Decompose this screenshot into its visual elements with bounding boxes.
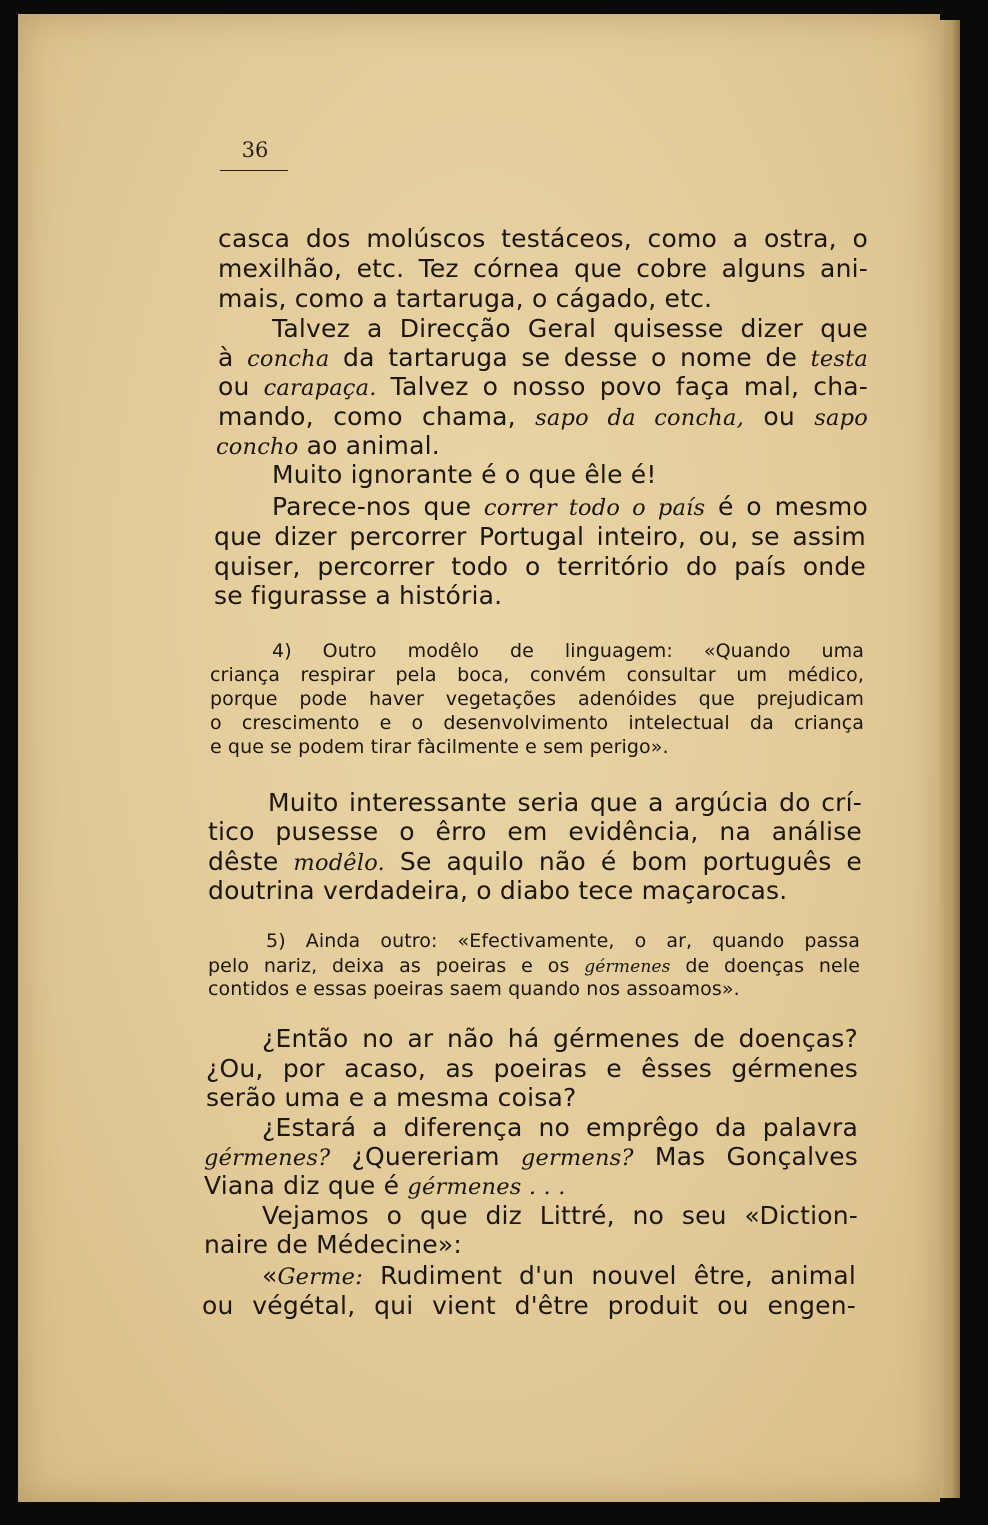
note-line: porque pode haver vegetações adenóides que prejudicam	[210, 688, 864, 710]
text-line: mando, como chama, sapo da concha, ou sapo	[218, 402, 868, 431]
text-line: ¿Ou, por acaso, as poeiras e êsses gérmenes	[206, 1054, 858, 1083]
text-line: serão uma e a mesma coisa?	[206, 1083, 577, 1112]
text-line: ¿Então no ar não há gérmenes de doenças?	[262, 1024, 858, 1053]
page-edge	[940, 20, 960, 1498]
text-line: dêste modêlo. Se aquilo não é bom português e	[208, 847, 862, 876]
page-number-rule	[220, 170, 288, 171]
text-line: tico pusesse o êrro em evidência, na análise	[208, 817, 862, 846]
text-line: ¿Estará a diferença no emprêgo da palavra	[262, 1113, 858, 1142]
text-line: se figurasse a história.	[214, 581, 503, 610]
text-line: casca dos molúscos testáceos, como a ostra, o	[218, 224, 868, 253]
text-line: naire de Médecine»:	[204, 1230, 462, 1259]
text-line: ou végétal, qui vient d'être produit ou engen-	[202, 1291, 856, 1320]
text-line: que dizer percorrer Portugal inteiro, ou, se assim	[214, 522, 866, 551]
text-line: gérmenes? ¿Quereriam germens? Mas Gonçalves	[204, 1142, 859, 1171]
note-line: criança respirar pela boca, convém consultar um médico,	[210, 664, 864, 686]
note-line: contidos e essas poeiras saem quando nos assoamos».	[208, 978, 740, 1000]
note-line: 4) Outro modêlo de linguagem: «Quando uma	[272, 640, 864, 662]
text-line: quiser, percorrer todo o território do país onde	[214, 552, 866, 581]
text-line: Viana diz que é gérmenes . . .	[204, 1171, 566, 1200]
text-line: Vejamos o que diz Littré, no seu «Diction-	[262, 1201, 858, 1230]
text-line: doutrina verdadeira, o diabo tece maçarocas.	[208, 876, 788, 905]
text-line: Muito ignorante é o que êle é!	[272, 460, 657, 489]
text-line: Parece-nos que correr todo o país é o mesmo	[272, 492, 868, 521]
note-line: 5) Ainda outro: «Efectivamente, o ar, quando passa	[266, 930, 860, 952]
note-line: e que se podem tirar fàcilmente e sem perigo».	[210, 736, 669, 758]
text-line: à concha da tartaruga se desse o nome de testa	[218, 343, 868, 372]
text-line: mexilhão, etc. Tez córnea que cobre alguns ani-	[218, 254, 868, 283]
text-line: concho ao animal.	[216, 431, 440, 460]
text-line: mais, como a tartaruga, o cágado, etc.	[218, 284, 713, 313]
note-line: pelo nariz, deixa as poeiras e os gérmenes de doenças nele	[208, 955, 861, 977]
text-line: «Germe: Rudiment d'un nouvel être, animal	[262, 1261, 856, 1290]
text-line: Muito interessante seria que a argúcia do crí-	[268, 788, 862, 817]
note-line: o crescimento e o desenvolvimento intelectual da criança	[210, 712, 864, 734]
text-line: ou carapaça. Talvez o nosso povo faça mal, cha-	[218, 372, 868, 401]
page-number: 36	[241, 138, 269, 162]
text-line: Talvez a Direcção Geral quisesse dizer que	[272, 314, 868, 343]
